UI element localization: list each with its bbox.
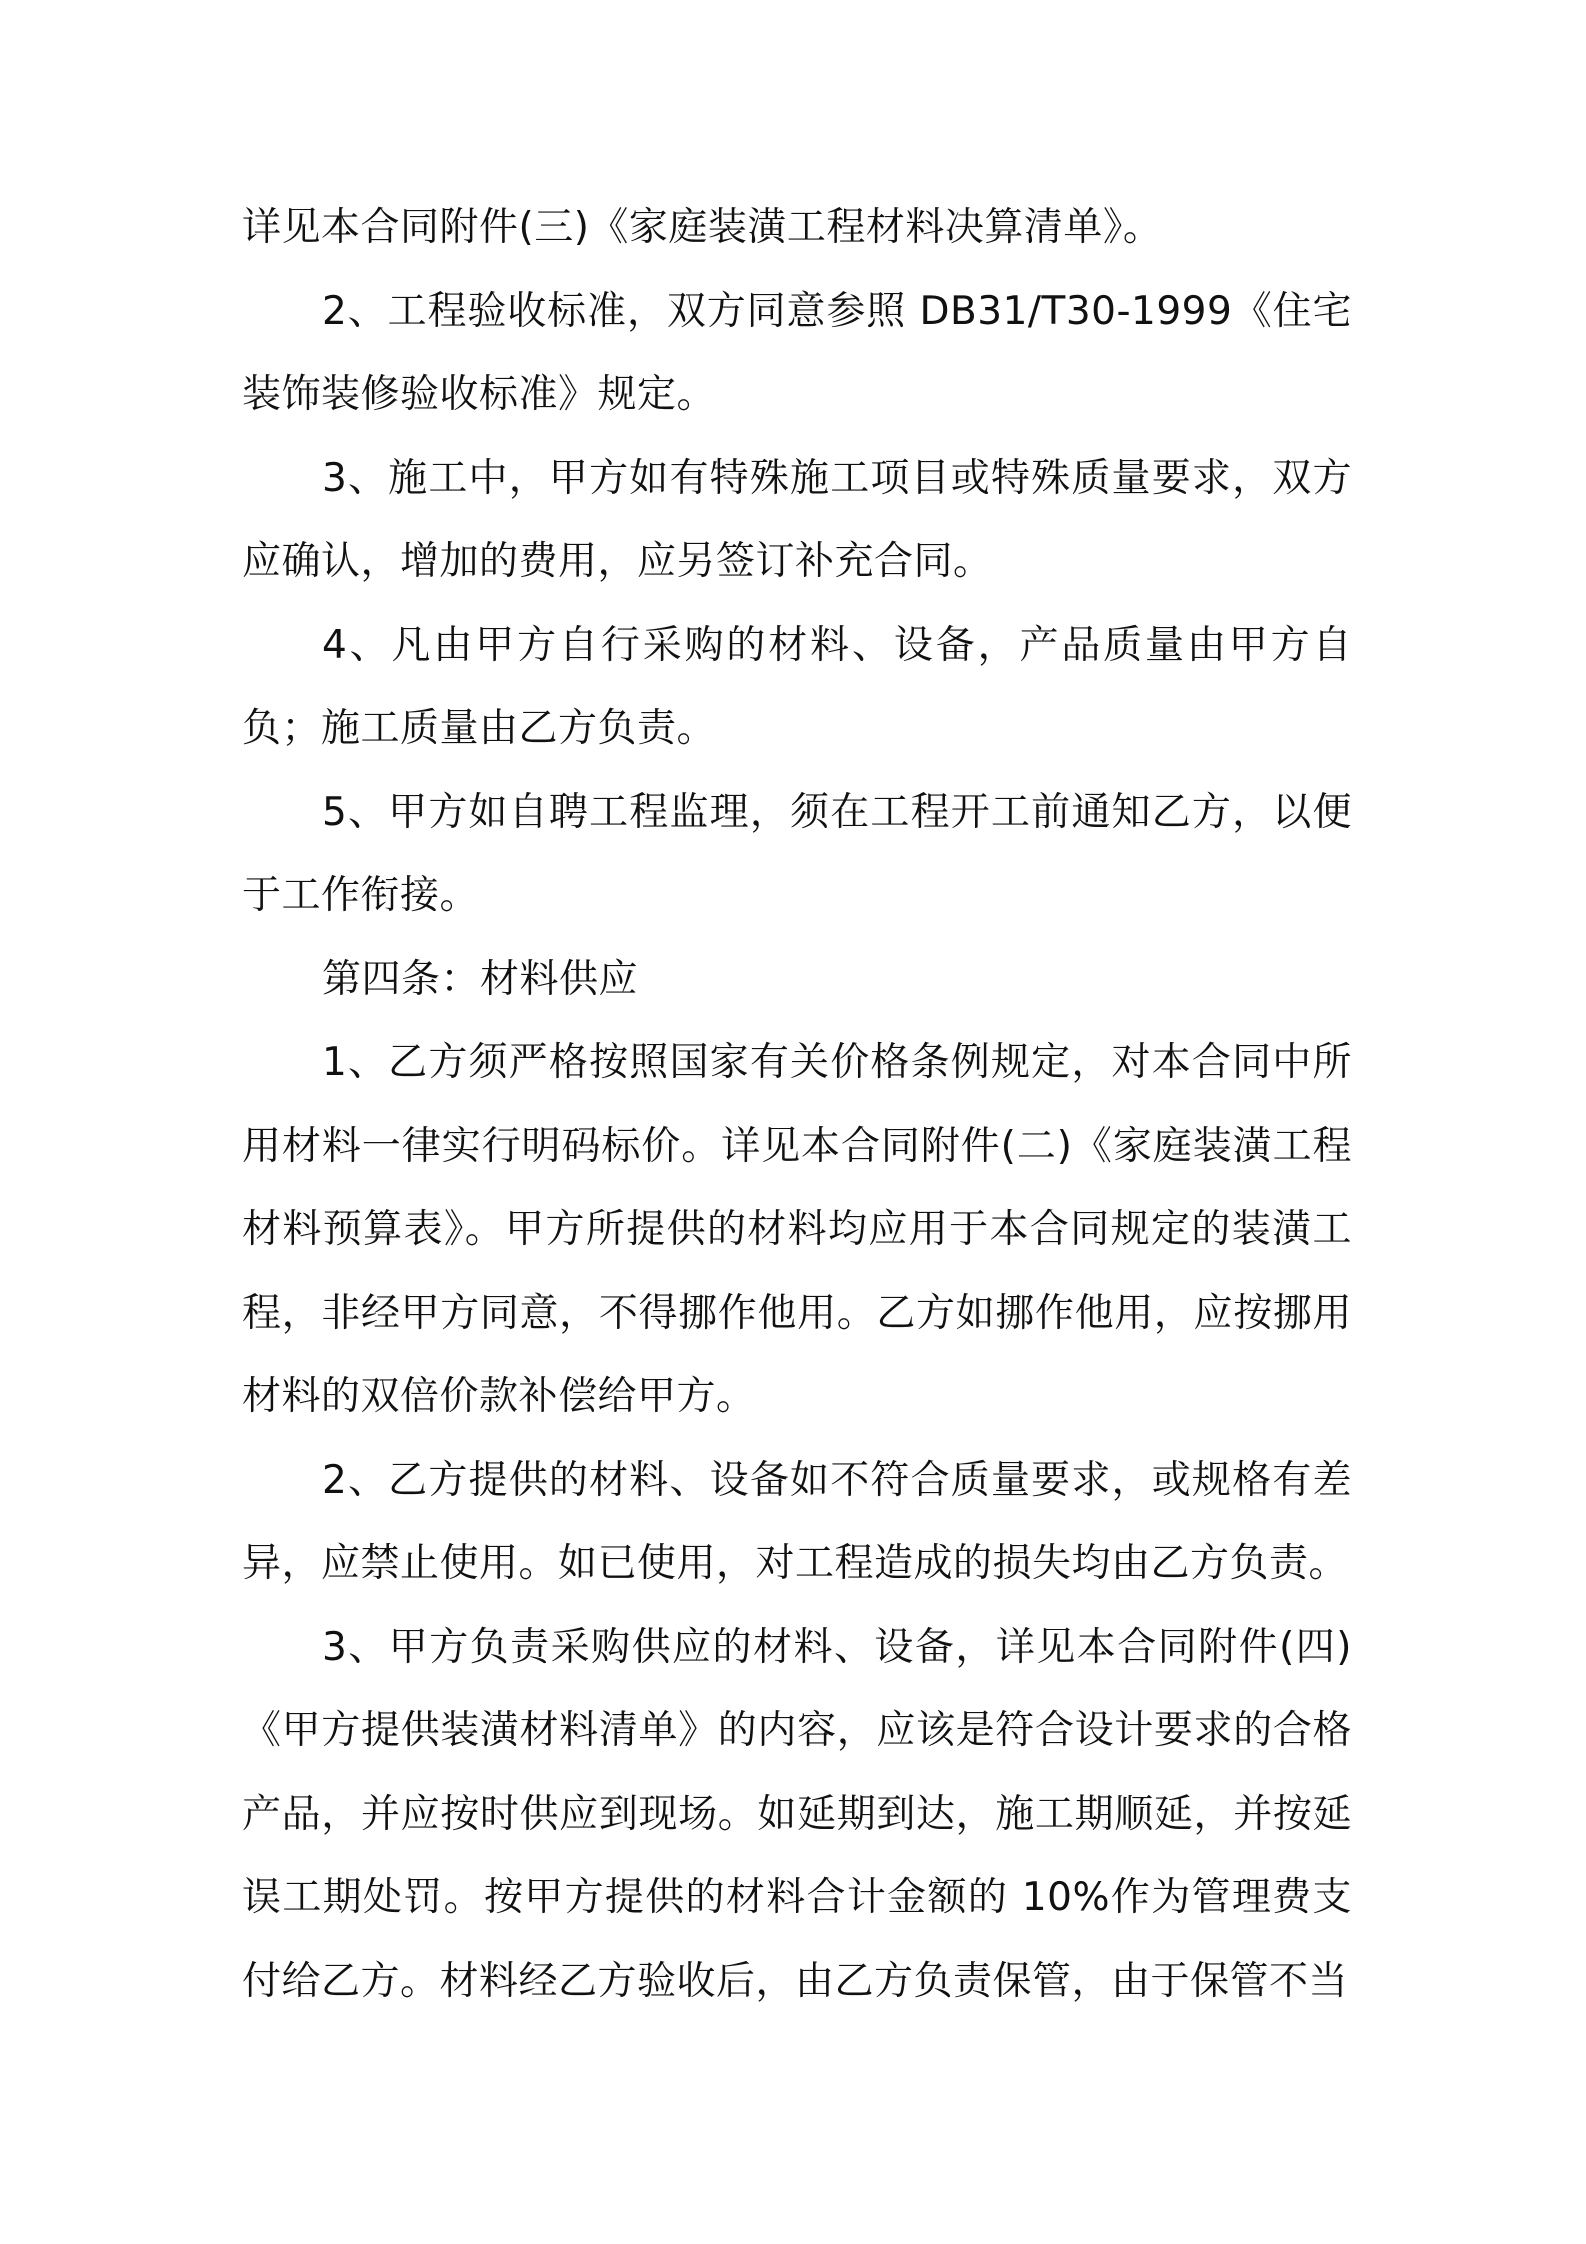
paragraph-supervision: 5、甲方如自聘工程监理，须在工程开工前通知乙方，以便于工作衔接。 [242, 789, 1352, 918]
paragraph-material-pricing: 1、乙方须严格按照国家有关价格条例规定，对本合同中所用材料一律实行明码标价。详见本合同附件(二)《家庭装潢工程材料预算表》。甲方所提供的材料均应用于本合同规定的装潢工程，非经甲方同意，不得挪作他用。乙方如挪作他用，应按挪用材料的双倍价款补偿给甲方。 [242, 1040, 1352, 1419]
contract-body [242, 186, 1352, 2023]
paragraph-material-quality: 2、乙方提供的材料、设备如不符合质量要求，或规格有差异，应禁止使用。如已使用，对工程造成的损失均由乙方负责。 [242, 1457, 1352, 1586]
paragraph-party-a-materials: 4、凡由甲方自行采购的材料、设备，产品质量由甲方自负；施工质量由乙方负责。 [242, 622, 1352, 751]
article-four-heading: 第四条：材料供应 [322, 956, 639, 1002]
paragraph-acceptance-standard: 2、工程验收标准，双方同意参照 DB31/T30-1999《住宅装饰装修验收标准》规定。 [242, 288, 1352, 417]
paragraph-party-a-supply: 3、甲方负责采购供应的材料、设备，详见本合同附件(四)《甲方提供装潢材料清单》的内容，应该是符合设计要求的合格产品，并应按时供应到现场。如延期到达，施工期顺延，并按延误工期处罚。按甲方提供的材料合计金额的 10%作为管理费支付给乙方。材料经乙方验收后，由乙方负责保管，由于保管不当 [242, 1624, 1352, 2004]
paragraph-special-requirements: 3、施工中，甲方如有特殊施工项目或特殊质量要求，双方应确认，增加的费用，应另签订补充合同。 [242, 455, 1352, 584]
paragraph-appendix-3-reference: 详见本合同附件(三)《家庭装潢工程材料决算清单》。 [242, 205, 1163, 250]
